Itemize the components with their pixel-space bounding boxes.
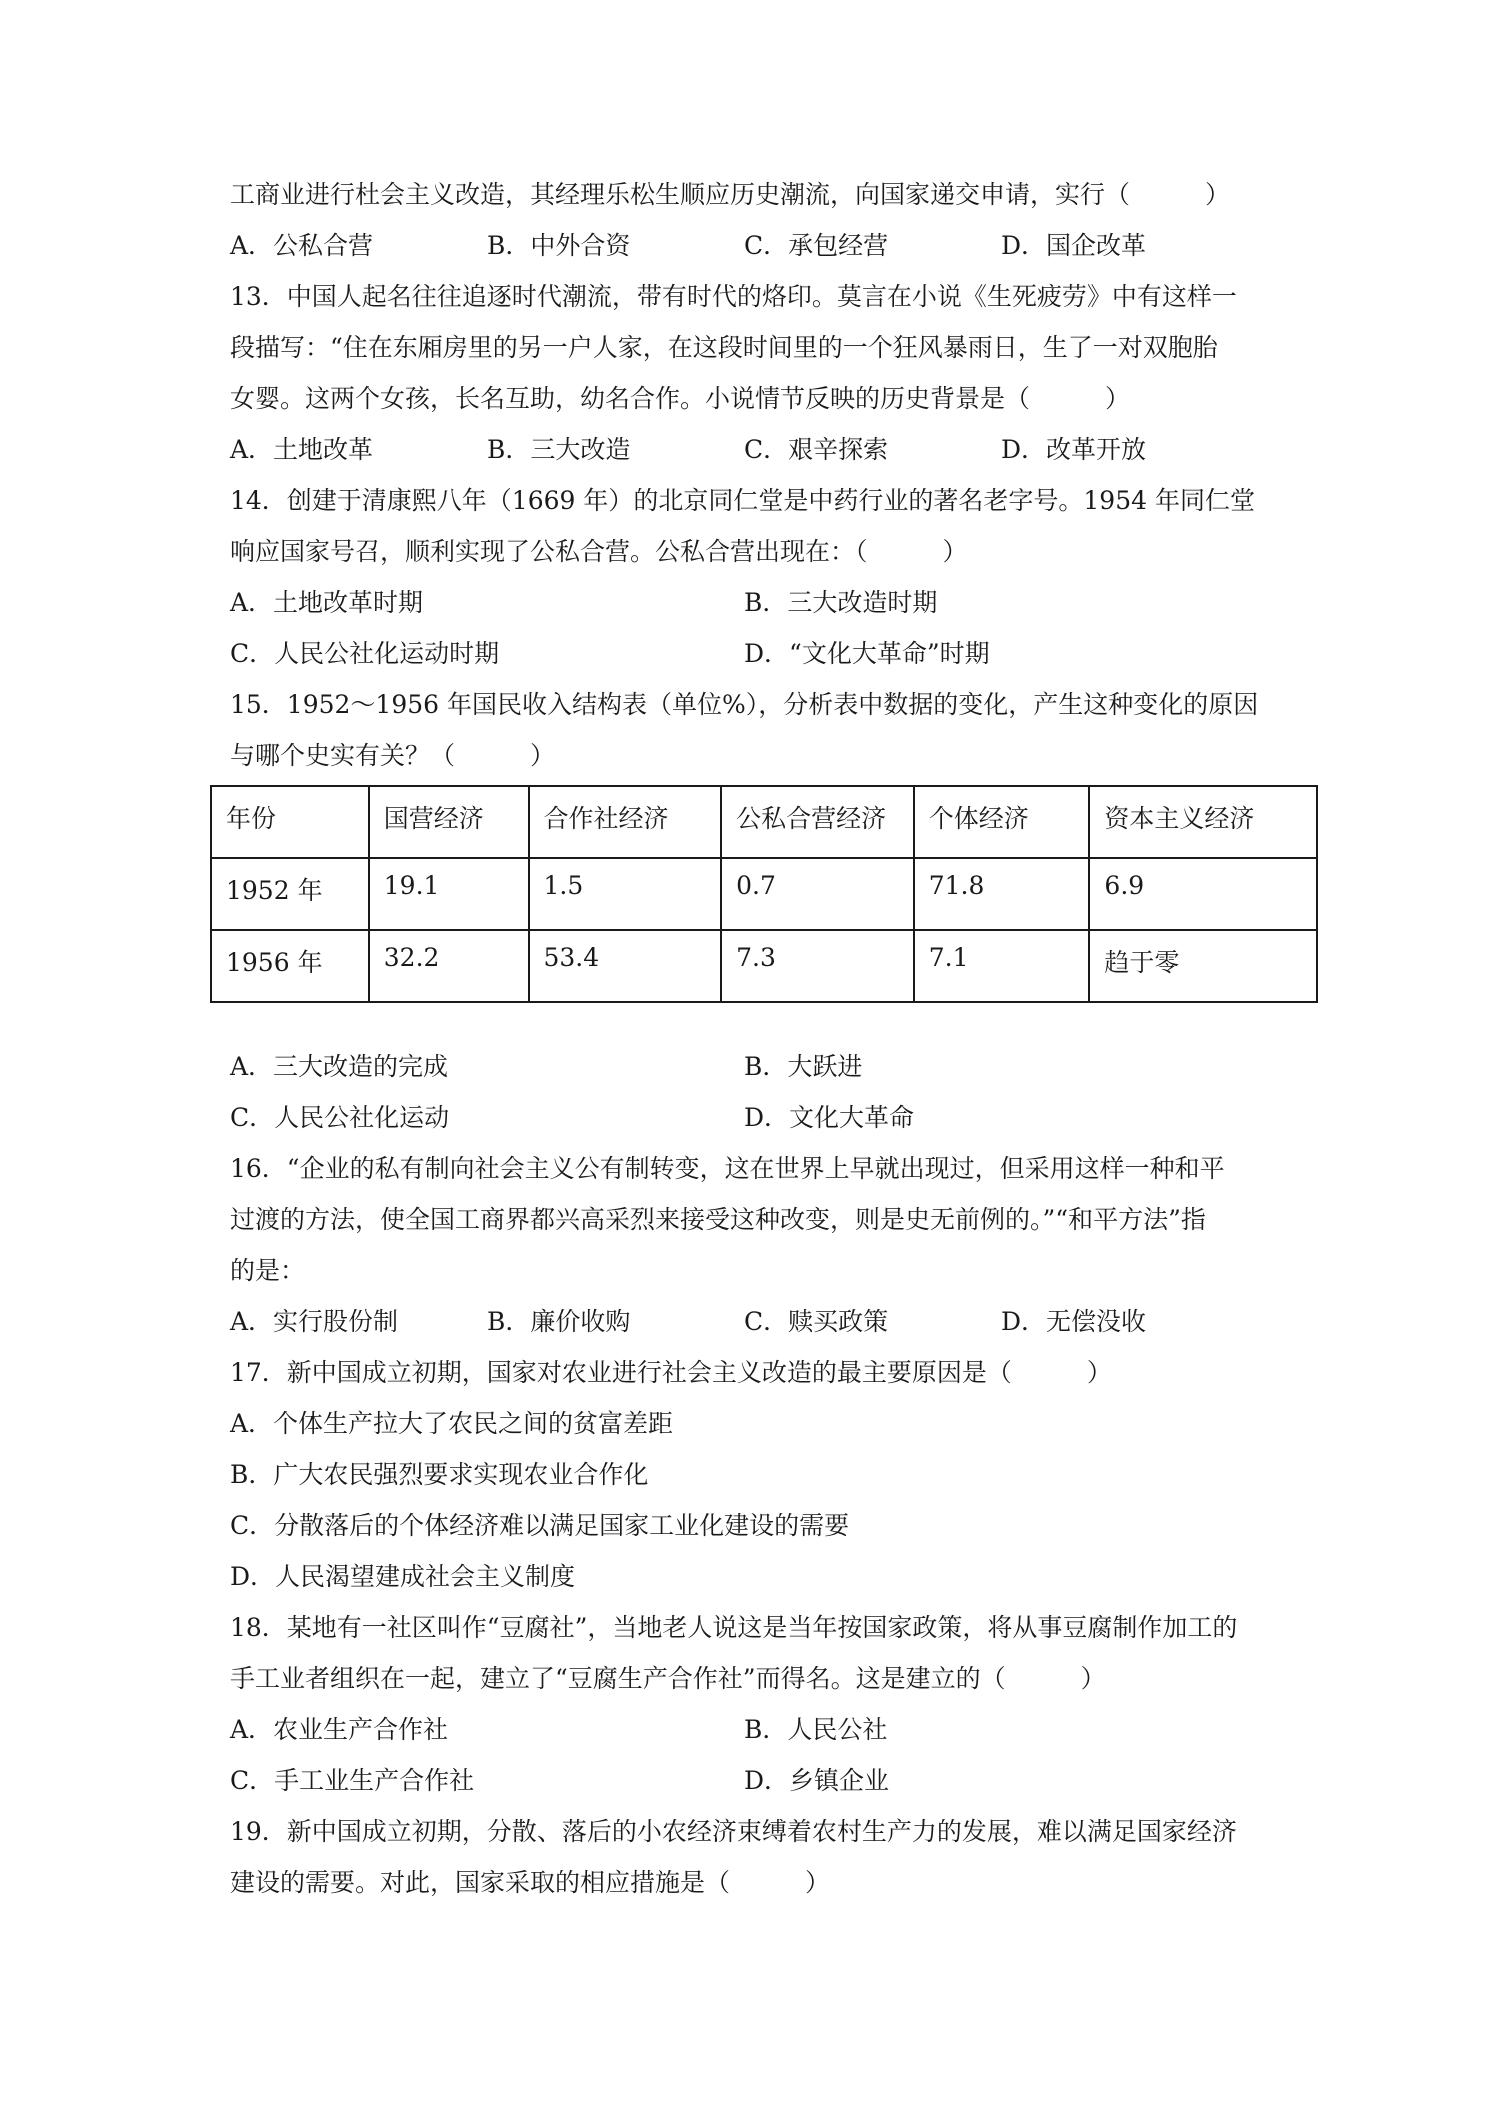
- q13-stem-line: 13．中国人起名往往追逐时代潮流，带有时代的烙印。莫言在小说《生死疲劳》中有这样一: [230, 282, 1237, 311]
- q18-option-c: C．手工业生产合作社: [230, 1766, 475, 1795]
- q15-option-c: C．人民公社化运动: [230, 1103, 450, 1132]
- q19-stem-line: 建设的需要。对此，国家采取的相应措施是（ ）: [230, 1868, 831, 1897]
- q12-stem-line: 工商业进行杜会主义改造，其经理乐松生顺应历史潮流，向国家递交申请，实行（ ）: [230, 180, 1231, 209]
- table-cell: 1.5: [529, 858, 722, 930]
- q14-option-a: A．土地改革时期: [230, 588, 424, 617]
- table-row: [211, 858, 1317, 930]
- q13-stem-line: 女婴。这两个女孩，长名互助，幼名合作。小说情节反映的历史背景是（ ）: [230, 384, 1131, 413]
- table-header-cell: 合作社经济: [529, 786, 722, 858]
- table-header-cell: 个体经济: [914, 786, 1090, 858]
- table-cell: 0.7: [721, 858, 914, 930]
- q15-option-d: D．文化大革命: [744, 1103, 915, 1132]
- q15-stem-line: 15．1952～1956 年国民收入结构表（单位%），分析表中数据的变化，产生这种变化的原因: [230, 690, 1259, 719]
- income-structure-table: [210, 785, 1318, 1003]
- q15-option-a: A．三大改造的完成: [230, 1052, 449, 1081]
- q13-option-d: D．改革开放: [1001, 435, 1147, 464]
- q13-option-a: A．土地改革: [230, 435, 374, 464]
- q18-option-b: B．人民公社: [744, 1715, 888, 1744]
- q16-stem-line: 的是：: [230, 1256, 306, 1285]
- q18-stem-line: 18．某地有一社区叫作“豆腐社”，当地老人说这是当年按国家政策，将从事豆腐制作加工的: [230, 1613, 1238, 1642]
- q14-stem-line: 响应国家号召，顺利实现了公私合营。公私合营出现在：（ ）: [230, 537, 968, 566]
- table-row: [211, 930, 1317, 1002]
- q12-option-c: C．承包经营: [744, 231, 889, 260]
- table-cell: 7.1: [914, 930, 1090, 1002]
- q17-option-b: B．广大农民强烈要求实现农业合作化: [230, 1460, 649, 1489]
- q13-stem-line: 段描写：“住在东厢房里的另一户人家，在这段时间里的一个狂风暴雨日，生了一对双胞胎: [230, 333, 1218, 362]
- table-cell: 71.8: [914, 858, 1090, 930]
- q16-option-b: B．廉价收购: [487, 1307, 631, 1336]
- q14-option-b: B．三大改造时期: [744, 588, 938, 617]
- q16-option-d: D．无偿没收: [1001, 1307, 1147, 1336]
- table-header-cell: 公私合营经济: [721, 786, 914, 858]
- q12-option-a: A．公私合营: [230, 231, 374, 260]
- table-cell: 53.4: [529, 930, 722, 1002]
- q15-option-b: B．大跃进: [744, 1052, 863, 1081]
- q15-stem-line: 与哪个史实有关？（ ）: [230, 741, 556, 770]
- table-header-row: [211, 786, 1317, 858]
- q13-option-c: C．艰辛探索: [744, 435, 889, 464]
- table-cell: 6.9: [1089, 858, 1317, 930]
- q19-stem-line: 19．新中国成立初期，分散、落后的小农经济束缚着农村生产力的发展，难以满足国家经济: [230, 1817, 1237, 1846]
- q14-option-c: C．人民公社化运动时期: [230, 639, 500, 668]
- table-cell: 1952 年: [211, 858, 369, 930]
- q13-option-b: B．三大改造: [487, 435, 631, 464]
- table-cell: 7.3: [721, 930, 914, 1002]
- table-header-cell: 国营经济: [369, 786, 529, 858]
- q17-option-a: A．个体生产拉大了农民之间的贫富差距: [230, 1409, 674, 1438]
- q14-option-d: D．“文化大革命”时期: [744, 639, 990, 668]
- q17-option-d: D．人民渴望建成社会主义制度: [230, 1562, 576, 1591]
- q14-stem-line: 14．创建于清康熙八年（1669 年）的北京同仁堂是中药行业的著名老字号。1954 年同仁堂: [230, 486, 1255, 515]
- q12-option-d: D．国企改革: [1001, 231, 1147, 260]
- q12-option-b: B．中外合资: [487, 231, 631, 260]
- q16-option-c: C．赎买政策: [744, 1307, 889, 1336]
- q17-option-c: C．分散落后的个体经济难以满足国家工业化建设的需要: [230, 1511, 850, 1540]
- table-cell: 趋于零: [1089, 930, 1317, 1002]
- table-header-cell: 年份: [211, 786, 369, 858]
- table-cell: 19.1: [369, 858, 529, 930]
- q18-option-a: A．农业生产合作社: [230, 1715, 449, 1744]
- q18-option-d: D．乡镇企业: [744, 1766, 890, 1795]
- q16-stem-line: 16．“企业的私有制向社会主义公有制转变，这在世界上早就出现过，但采用这样一种和平: [230, 1154, 1225, 1183]
- table-cell: 1956 年: [211, 930, 369, 1002]
- table-header-cell: 资本主义经济: [1089, 786, 1317, 858]
- q18-stem-line: 手工业者组织在一起，建立了“豆腐生产合作社”而得名。这是建立的（ ）: [230, 1664, 1106, 1693]
- q17-stem-line: 17．新中国成立初期，国家对农业进行社会主义改造的最主要原因是（ ）: [230, 1358, 1112, 1387]
- q16-option-a: A．实行股份制: [230, 1307, 399, 1336]
- q16-stem-line: 过渡的方法，使全国工商界都兴高采烈来接受这种改变，则是史无前例的。”“和平方法”指: [230, 1205, 1206, 1234]
- table-cell: 32.2: [369, 930, 529, 1002]
